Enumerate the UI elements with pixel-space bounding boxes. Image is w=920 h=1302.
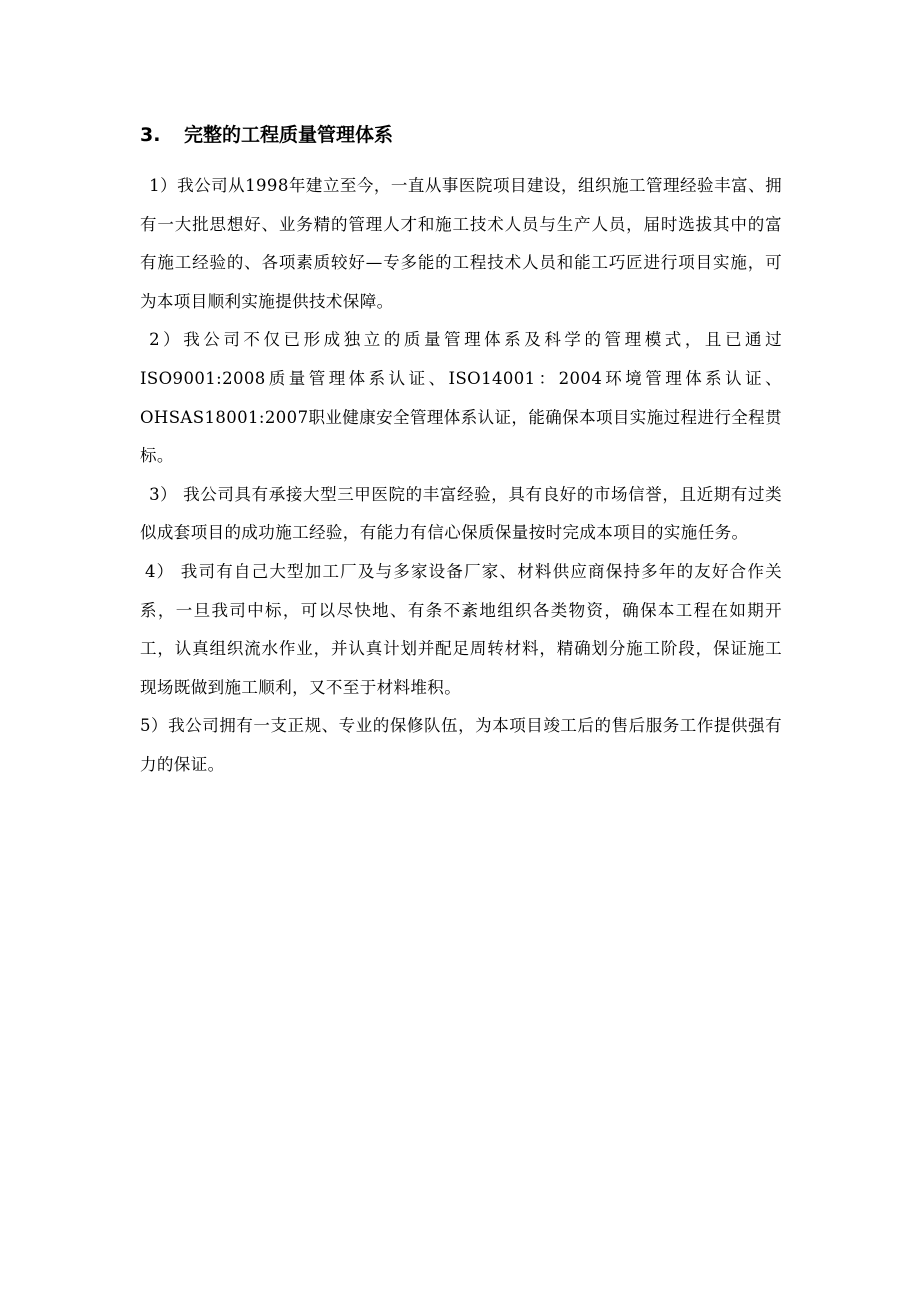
paragraph-1: 1）我公司从1998年建立至今，一直从事医院项目建设，组织施工管理经验丰富、拥有一大批思想好、业务精的管理人才和施工技术人员与生产人员，届时选拔其中的富有施工经验的、各项素质较好—专多能的工程技术人员和能工巧匠进行项目实施，可为本项目顺利实施提供技术保障。 <box>140 176 782 311</box>
section-number: 3. <box>140 124 161 146</box>
paragraph-3: 3） 我公司具有承接大型三甲医院的丰富经验，具有良好的市场信誉，且近期有过类似成套项目的成功施工经验，有能力有信心保质保量按时完成本项目的实施任务。 <box>140 484 782 543</box>
paragraph-4: 4） 我司有自己大型加工厂及与多家设备厂家、材料供应商保持多年的友好合作关系，一旦我司中标，可以尽快地、有条不紊地组织各类物资，确保本工程在如期开工，认真组织流水作业，并认真计划并配足周转材料，精确划分施工阶段，保证施工现场既做到施工顺利，又不至于材料堆积。 <box>140 561 782 697</box>
paragraph-5: 5）我公司拥有一支正规、专业的保修队伍，为本项目竣工后的售后服务工作提供强有力的保证。 <box>140 716 782 774</box>
section-heading <box>140 120 393 147</box>
section-title: 完整的工程质量管理体系 <box>184 124 394 146</box>
body-text <box>140 167 782 785</box>
paragraph-2: 2）我公司不仅已形成独立的质量管理体系及科学的管理模式，且已通过ISO9001:2008质量管理体系认证、ISO14001：2004环境管理体系认证、OHSAS18001:2007职业健康安全管理体系认证，能确保本项目实施过程进行全程贯标。 <box>140 330 782 466</box>
